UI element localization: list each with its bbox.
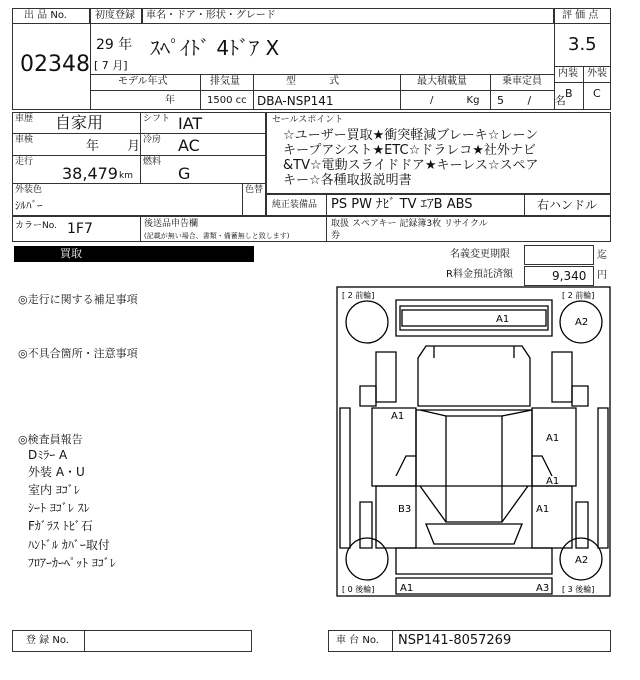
exterior-grade: C <box>593 87 601 100</box>
mark-front-bumper: A1 <box>496 314 510 325</box>
name-change-box <box>524 245 594 265</box>
diagram-frame <box>337 287 610 596</box>
score-value: 3.5 <box>568 34 597 55</box>
max-load-label: 最大積載量 <box>417 76 467 87</box>
chassis-label: 車 台 No. <box>336 635 379 646</box>
chassis-value: NSP141-8057269 <box>398 633 512 648</box>
lot-label: 出 品 No. <box>24 10 67 21</box>
left-front-fender <box>376 352 396 402</box>
mark-rear-bumper-left: A1 <box>400 583 414 594</box>
divider <box>84 630 85 652</box>
inspector-item: ｼｰﾄ ﾖｺﾞﾚ ｽﾚ <box>28 501 90 515</box>
divider <box>200 74 201 110</box>
sales-point-line: ☆ユーザー買取★衝突軽減ブレーキ☆レーン <box>283 128 539 143</box>
model-year-unit: 年 <box>165 95 175 106</box>
equipment-label: 純正装備品 <box>272 200 318 210</box>
interior-label: 内装 <box>558 68 578 79</box>
divider <box>12 183 266 184</box>
divider <box>490 74 491 110</box>
type-label: 型 式 <box>286 76 340 87</box>
divider <box>524 194 525 216</box>
inspector-item: Fｶﾞﾗｽ ﾄﾋﾞ石 <box>28 519 93 533</box>
inspector-item: ﾌﾛｱｰｶｰﾍﾟｯﾄ ﾖｺﾞﾚ <box>28 556 116 570</box>
rear-left-wheel <box>346 538 388 580</box>
divider <box>90 74 554 75</box>
interior-grade: B <box>565 87 573 100</box>
mileage-unit: km <box>119 171 133 181</box>
model-year-label: モデル年式 <box>118 76 168 87</box>
purchase-badge <box>14 246 254 262</box>
color-row-frame <box>12 216 611 242</box>
shift-value: IAT <box>178 114 203 133</box>
ac-label: 冷房 <box>143 135 162 145</box>
purchase-badge-text: 買取 <box>60 247 82 260</box>
car-damage-diagram <box>336 286 612 598</box>
divider <box>12 133 266 134</box>
inspector-item: ﾊﾝﾄﾞﾙ ｶﾊﾞｰ取付 <box>28 538 110 552</box>
divider <box>242 183 243 216</box>
inspector-item: Dﾐﾗｰ A <box>28 448 68 462</box>
mark-right-front-door: A1 <box>546 433 560 444</box>
mark-right-rear-fender: A1 <box>536 504 550 515</box>
sales-point-label: セールスポイント <box>272 115 344 125</box>
color-no-value: 1F7 <box>67 221 93 237</box>
left-rear-fender <box>360 502 372 548</box>
divider <box>90 90 554 91</box>
divider <box>400 74 401 110</box>
rear-bumper <box>396 578 552 594</box>
sales-point-line: キープアシスト★ETC☆ドラレコ★社外ナビ <box>283 143 536 158</box>
roof <box>446 416 502 522</box>
lot-number: 02348 <box>20 52 90 77</box>
right-rear-door <box>532 486 572 548</box>
inspection-label: 車検 <box>15 135 34 145</box>
equipment-value: PS PW ﾅﾋﾞ TV ｴｱB ABS <box>331 197 473 212</box>
car-name: ｽﾍﾟｲﾄﾞ 4ﾄﾞｱ X <box>150 36 280 60</box>
displacement: 1500 cc <box>207 95 247 106</box>
color-change-label: 色替 <box>245 185 264 195</box>
left-rear-door <box>376 486 416 548</box>
exterior-label: 外装 <box>587 68 607 79</box>
inspector-item: 室内 ﾖｺﾞﾚ <box>28 483 80 497</box>
right-rear-fender <box>576 502 588 548</box>
recycle-fee-label: R料金預託済額 <box>446 269 513 280</box>
right-mirror <box>572 386 588 406</box>
mark-left-front-door: A1 <box>391 411 405 422</box>
exterior-color-label: 外装色 <box>15 185 43 195</box>
divider <box>583 66 584 110</box>
left-mirror <box>360 386 376 406</box>
corner-label-br: [ 3 後輪] <box>562 585 595 594</box>
recycle-line: 券 <box>331 231 341 241</box>
first-reg-year: 29 年 <box>96 37 133 53</box>
shift-label: シフト <box>143 114 171 124</box>
fuel-label: 燃料 <box>143 157 162 167</box>
divider <box>140 216 141 242</box>
max-load: / Kg <box>430 95 480 106</box>
ac-value: AC <box>178 136 200 155</box>
color-no-label: カラーNo. <box>15 221 57 231</box>
corner-label-tl: [ 2 前輪] <box>342 291 375 300</box>
divider <box>326 216 327 242</box>
inspection-value: 年 月 <box>86 139 141 154</box>
handle-value: 右ハンドル <box>537 198 598 212</box>
score-label: 評 価 点 <box>562 10 599 21</box>
car-name-label: 車名・ドア・形状・グレード <box>146 10 276 21</box>
fuel-value: G <box>178 164 191 183</box>
divider <box>140 112 141 183</box>
divider <box>392 630 393 652</box>
name-change-label: 名義変更期限 <box>450 249 510 260</box>
later-report-note: (記載が無い場合、書類・備蓄無しと致します) <box>144 232 290 240</box>
corner-label-bl: [ 0 後輪] <box>342 585 375 594</box>
recycle-fee-value: 9,340 <box>552 269 587 283</box>
reg-no-label: 登 録 No. <box>26 635 69 646</box>
details-left-frame <box>12 112 266 216</box>
recycle-line: 取扱 スペアキー 記録簿3枚 リサイクル <box>331 219 488 229</box>
inspector-item: 外装 A・U <box>28 465 85 479</box>
mileage-value: 38,479 <box>62 164 118 183</box>
rear-window <box>426 524 522 544</box>
mark-left-rear-fender: B3 <box>398 504 412 515</box>
exterior-color-value: ｼﾙﾊﾞｰ <box>15 199 43 212</box>
model-type: DBA-NSP141 <box>257 94 334 108</box>
recycle-fee-unit: 円 <box>597 270 607 281</box>
first-reg-label: 初度登録 <box>95 10 135 21</box>
name-change-unit: 迄 <box>597 250 607 261</box>
inspector-label: ◎検査員報告 <box>18 433 83 446</box>
capacity-label: 乗車定員 <box>502 76 542 87</box>
mark-rear-right-wheel: A2 <box>575 555 589 566</box>
divider <box>12 155 266 156</box>
right-front-door <box>532 408 576 486</box>
hood <box>418 346 530 406</box>
sales-point-line: &TV☆電動スライドドア★キーレス☆スペア <box>283 158 539 173</box>
rear-gate <box>396 548 552 574</box>
front-left-wheel <box>346 301 388 343</box>
displacement-label: 排気量 <box>210 76 240 87</box>
mark-rear-bumper-right: A3 <box>536 583 550 594</box>
defects-label: ◎不具合箇所・注意事項 <box>18 347 138 360</box>
divider <box>326 194 327 216</box>
mark-right-rear-door: A1 <box>546 476 560 487</box>
front-grille <box>402 310 546 326</box>
sales-point-line: キー☆各種取扱説明書 <box>283 173 412 188</box>
capacity: 5 / 名 <box>497 94 566 107</box>
mileage-label: 走行 <box>15 157 34 167</box>
later-report-label: 後送品申告欄 <box>144 219 199 229</box>
corner-label-tr: [ 2 前輪] <box>562 291 595 300</box>
mark-front-right-wheel: A2 <box>575 317 589 328</box>
driving-notes-label: ◎走行に関する補足事項 <box>18 293 138 306</box>
history-label: 車歴 <box>15 114 34 124</box>
first-reg-month: [ 7 月] <box>94 59 128 72</box>
divider <box>253 74 254 110</box>
history-value: 自家用 <box>55 113 104 132</box>
right-front-fender <box>552 352 572 402</box>
